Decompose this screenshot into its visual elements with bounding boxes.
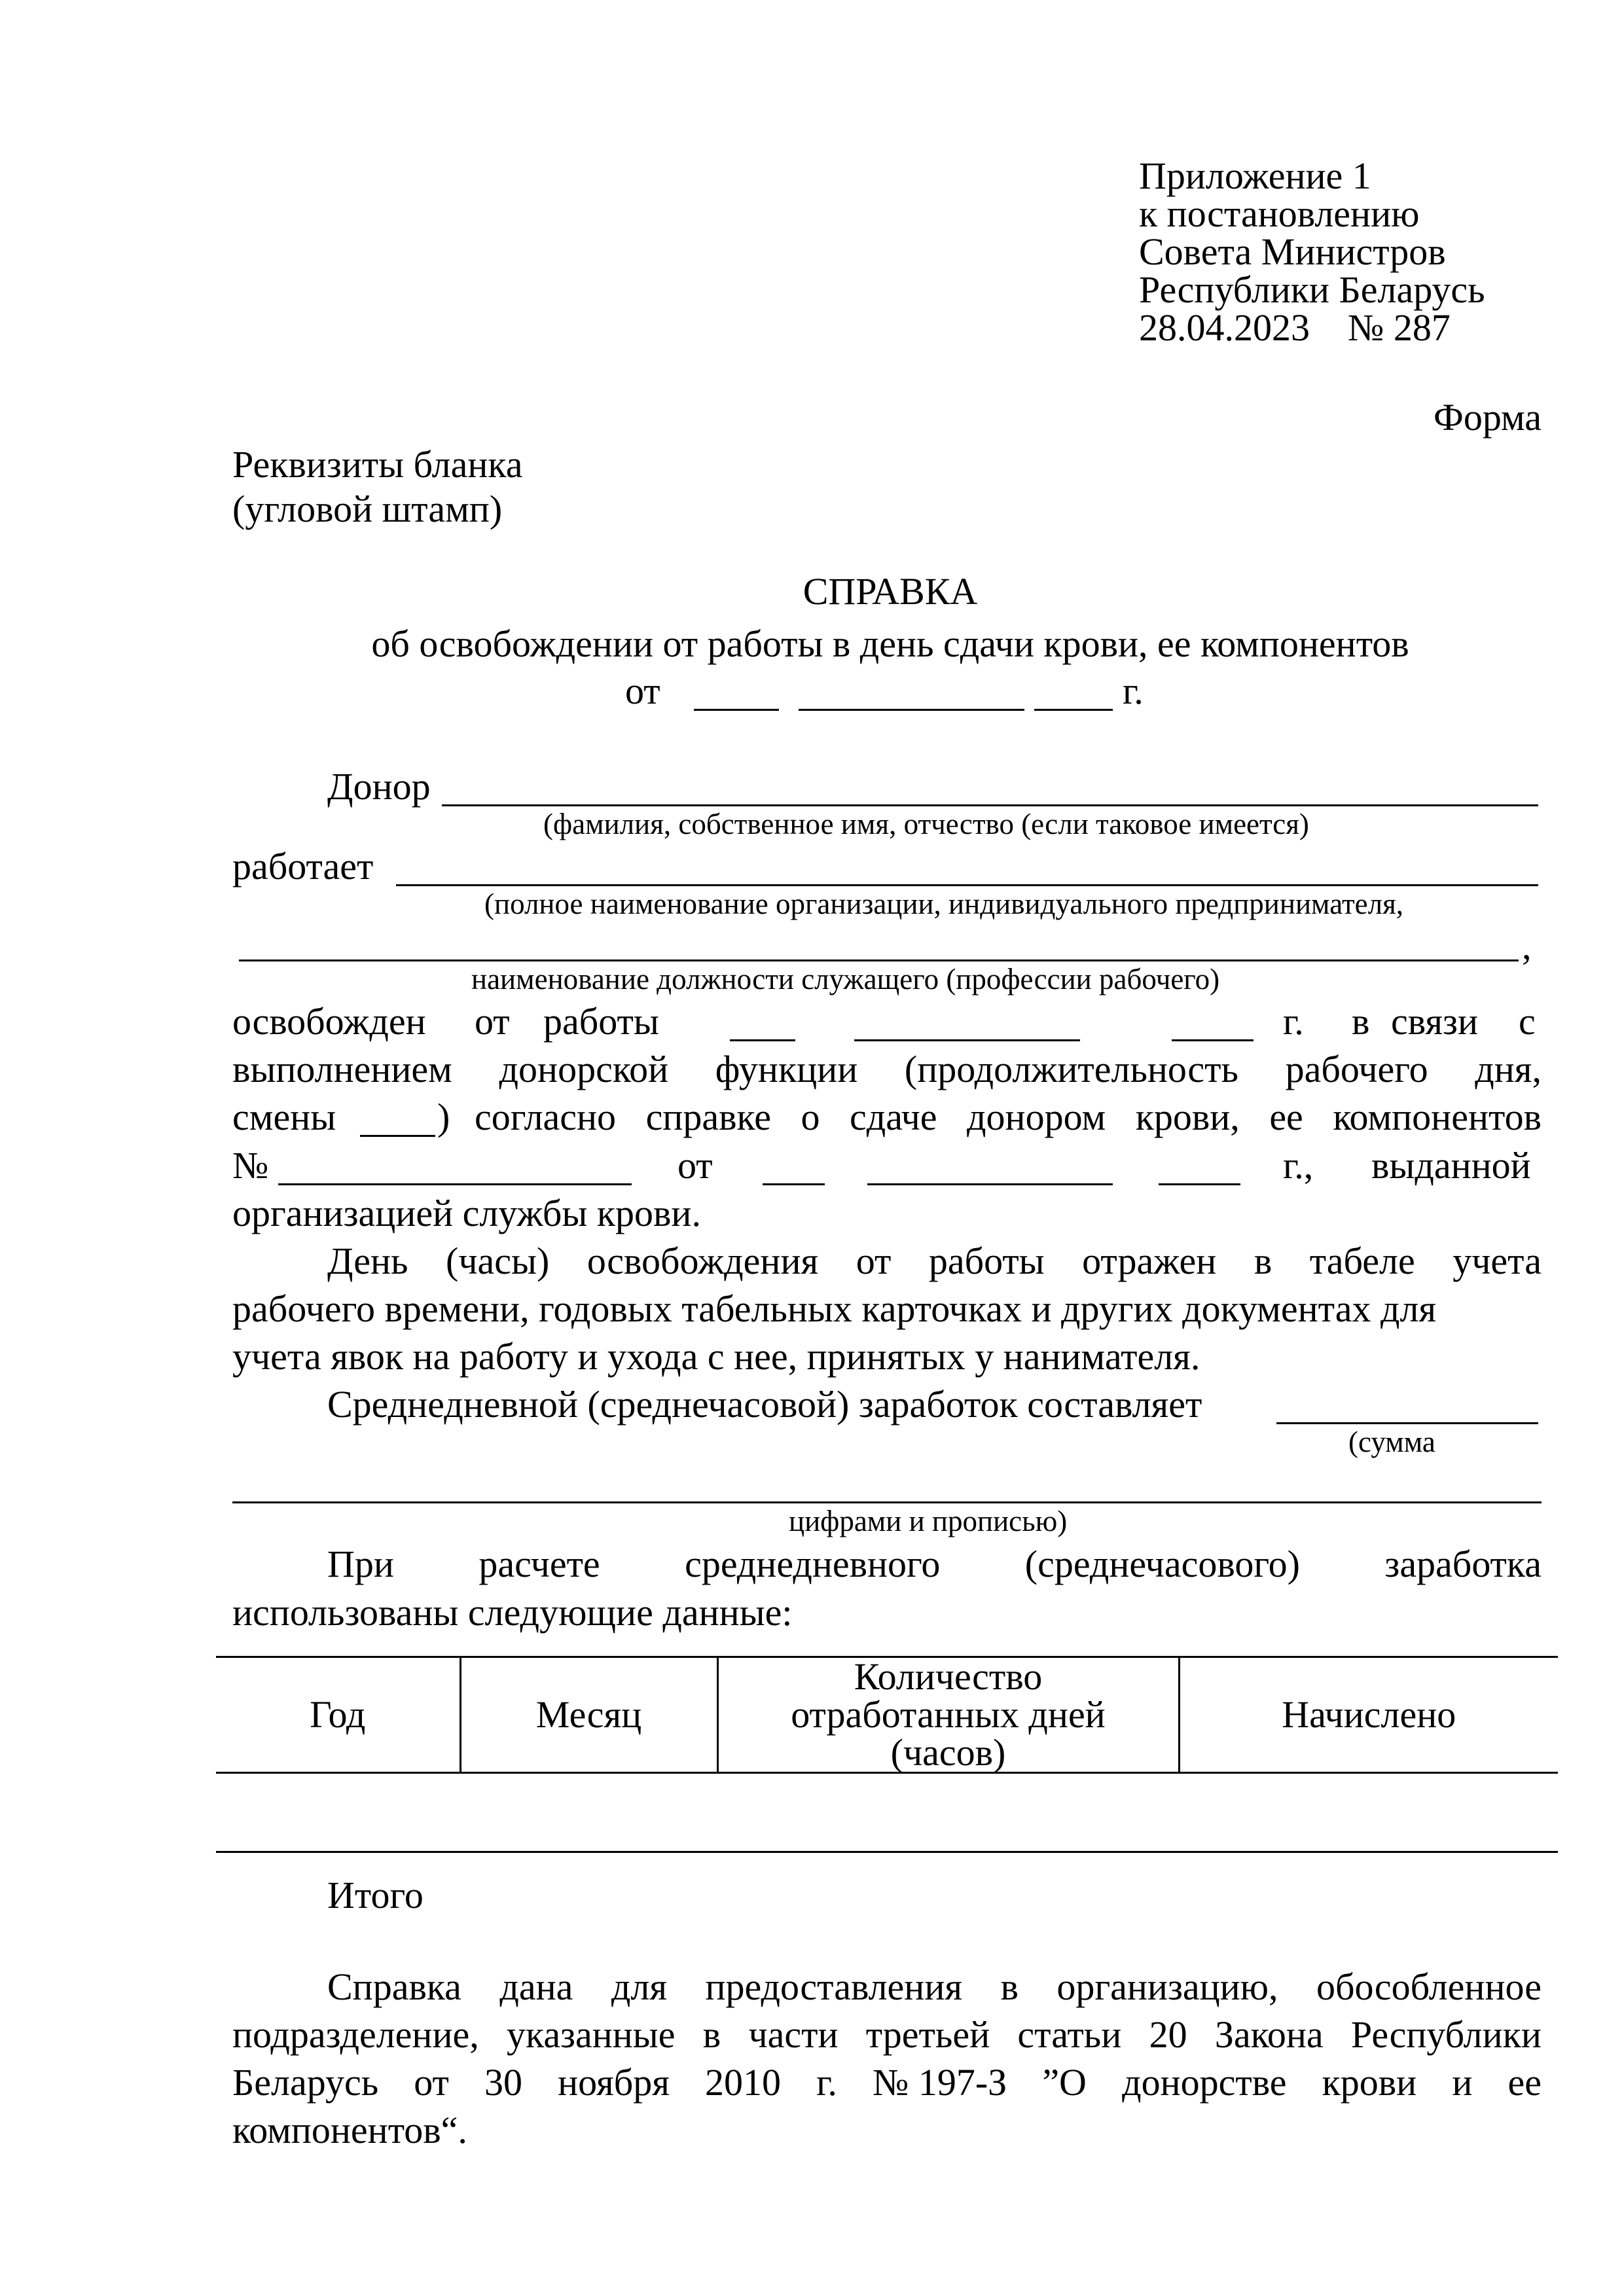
- released-word: г.: [1283, 1000, 1304, 1043]
- word: крови: [1322, 2061, 1417, 2104]
- released-word: в: [1352, 1000, 1370, 1043]
- word: (среднечасового): [1024, 1543, 1300, 1585]
- works-hint-organization: (полное наименование организации, индивидуального предпринимателя,: [484, 888, 1404, 920]
- released-line-5: организацией службы крови.: [232, 1192, 701, 1234]
- certificate-number-blank[interactable]: [278, 1183, 632, 1185]
- reflected-line-3: учета явок на работу и ухода с нее, принятых у нанимателя.: [232, 1335, 1200, 1378]
- date-prefix: от: [625, 670, 660, 712]
- word: 30: [484, 2061, 522, 2104]
- header-line: отработанных дней: [791, 1693, 1106, 1736]
- word: ”О: [1042, 2061, 1087, 2104]
- works-position-blank[interactable]: [239, 960, 1519, 961]
- table-cell[interactable]: [216, 1773, 460, 1852]
- released-word: выданной: [1371, 1144, 1531, 1187]
- certificate-month-blank[interactable]: [867, 1183, 1113, 1185]
- word: День: [327, 1240, 408, 1282]
- stamp-line: Реквизиты бланка: [232, 443, 523, 486]
- comma: ,: [1522, 925, 1532, 967]
- table-cell[interactable]: [460, 1773, 717, 1852]
- word: расчете: [478, 1543, 600, 1585]
- word: согласно: [475, 1096, 617, 1138]
- released-word: освобожден: [232, 1000, 426, 1043]
- word: подразделение,: [232, 2013, 479, 2056]
- released-word: работы: [543, 1000, 659, 1043]
- word: освобождения: [586, 1240, 819, 1282]
- word: статьи: [1017, 2013, 1122, 2056]
- word: указанные: [507, 2013, 676, 2056]
- released-word: связи: [1391, 1000, 1478, 1043]
- word: донорстве: [1122, 2061, 1287, 2104]
- word: от: [856, 1240, 892, 1282]
- word: функции: [715, 1048, 858, 1090]
- date-day-blank[interactable]: [694, 709, 779, 711]
- word: ее: [1507, 2061, 1542, 2104]
- word: дня,: [1475, 1048, 1542, 1090]
- word: донором: [967, 1096, 1106, 1138]
- released-month-blank[interactable]: [854, 1039, 1080, 1041]
- closing-line-3: [232, 2060, 1542, 2104]
- word: 20: [1149, 2013, 1187, 2056]
- word: компонентов: [1333, 1096, 1542, 1138]
- word: и: [1452, 2061, 1473, 2104]
- word: (часы): [446, 1240, 550, 1282]
- certificate-year-blank[interactable]: [1159, 1183, 1240, 1185]
- earnings-hint-2: цифрами и прописью): [789, 1505, 1068, 1537]
- word: ноября: [558, 2061, 670, 2104]
- word: о: [801, 1096, 820, 1138]
- word: Беларусь: [232, 2061, 379, 2104]
- word: 2010: [705, 2061, 782, 2104]
- column-header-month: Месяц: [460, 1657, 717, 1773]
- stamp-block: [232, 442, 522, 531]
- total-label: Итого: [327, 1874, 424, 1916]
- word: № 197-З: [872, 2061, 1007, 2104]
- word: предоставления: [705, 1965, 963, 2008]
- table-cell[interactable]: [717, 1773, 1179, 1852]
- donor-label: Донор: [327, 765, 431, 808]
- word: При: [327, 1543, 394, 1585]
- appendix-line: 28.04.2023 № 287: [1139, 306, 1451, 349]
- works-label: работает: [232, 845, 374, 888]
- word: справке: [645, 1096, 771, 1138]
- donor-hint: (фамилия, собственное имя, отчество (если таковое имеется): [543, 808, 1309, 840]
- word: учета: [1453, 1240, 1542, 1282]
- shift-blank[interactable]: [360, 1135, 435, 1137]
- closing-line-2: [232, 2013, 1542, 2056]
- word: в: [702, 2013, 721, 2056]
- reflected-line-2: рабочего времени, годовых табельных карточках и других документах для: [232, 1287, 1437, 1330]
- word: части: [748, 2013, 839, 2056]
- word: обособленное: [1316, 1965, 1542, 2008]
- table-header-row: [216, 1657, 1558, 1773]
- word: Закона: [1214, 2013, 1324, 2056]
- column-header-accrued: Начислено: [1179, 1657, 1558, 1773]
- header-line: (часов): [890, 1731, 1006, 1774]
- earnings-amount-blank[interactable]: [1276, 1422, 1538, 1424]
- stamp-line: (угловой штамп): [232, 488, 503, 530]
- column-header-days: [717, 1657, 1179, 1773]
- word: среднедневного: [685, 1543, 941, 1585]
- word: третьей: [865, 2013, 990, 2056]
- number-sign: №: [232, 1144, 269, 1187]
- word: Республики: [1350, 2013, 1542, 2056]
- released-day-blank[interactable]: [730, 1039, 795, 1041]
- word: в: [1000, 1965, 1019, 2008]
- calc-line-1: [327, 1542, 1542, 1586]
- appendix-block: [1139, 154, 1485, 349]
- word: от: [414, 2061, 449, 2104]
- date-year-blank[interactable]: [1034, 709, 1113, 711]
- works-organization-blank[interactable]: [396, 884, 1538, 886]
- earnings-label: Среднедневной (среднечасовой) заработок составляет: [327, 1383, 1202, 1426]
- form-label: Форма: [1434, 396, 1542, 439]
- released-paren: ): [437, 1096, 450, 1138]
- table-row: [216, 1773, 1558, 1852]
- certificate-day-blank[interactable]: [763, 1183, 825, 1185]
- date-month-blank[interactable]: [799, 709, 1024, 711]
- calc-line-2: использованы следующие данные:: [232, 1591, 793, 1634]
- word: сдаче: [849, 1096, 937, 1138]
- word: г.: [816, 2061, 837, 2104]
- document-subtitle: об освобождении от работы в день сдачи крови, ее компонентов: [371, 622, 1409, 665]
- word: донорской: [499, 1048, 669, 1090]
- released-word: г.,: [1283, 1144, 1314, 1187]
- earnings-hint-1: (сумма: [1348, 1426, 1435, 1458]
- document-title: СПРАВКА: [803, 570, 978, 613]
- date-suffix: г.: [1123, 670, 1144, 712]
- word: работы: [928, 1240, 1045, 1282]
- released-line-2: [232, 1047, 1542, 1091]
- word: ее: [1269, 1096, 1303, 1138]
- closing-line-4: компонентов“.: [232, 2109, 467, 2151]
- appendix-line: к постановлению: [1139, 192, 1420, 235]
- appendix-line: Совета Министров: [1139, 230, 1446, 273]
- reflected-line-1: [327, 1239, 1542, 1283]
- earnings-words-blank[interactable]: [232, 1501, 1542, 1503]
- donor-name-blank[interactable]: [442, 804, 1538, 806]
- released-word: от: [475, 1000, 510, 1043]
- word: в: [1254, 1240, 1272, 1282]
- released-word: смены: [232, 1096, 336, 1138]
- released-word: от: [677, 1144, 713, 1187]
- word: Справка: [327, 1965, 461, 2008]
- word: выполнением: [232, 1048, 452, 1090]
- word: отражен: [1082, 1240, 1217, 1282]
- word: организацию,: [1056, 1965, 1278, 2008]
- word: (продолжительность: [904, 1048, 1238, 1090]
- word: дана: [499, 1965, 573, 2008]
- word: табеле: [1309, 1240, 1415, 1282]
- word: рабочего: [1285, 1048, 1428, 1090]
- word: заработка: [1384, 1543, 1542, 1585]
- column-header-year: Год: [310, 1693, 366, 1736]
- header-line: Количество: [854, 1655, 1043, 1698]
- appendix-line: Республики Беларусь: [1139, 268, 1485, 311]
- appendix-line: Приложение 1: [1139, 154, 1371, 197]
- released-line-3: [475, 1095, 1542, 1139]
- released-year-blank[interactable]: [1172, 1039, 1254, 1041]
- works-hint-position: наименование должности служащего (профессии рабочего): [471, 963, 1220, 996]
- word: для: [611, 1965, 667, 2008]
- closing-line-1: [327, 1965, 1542, 2009]
- word: крови,: [1135, 1096, 1240, 1138]
- earnings-table: [216, 1656, 1558, 1853]
- table-cell[interactable]: [1179, 1773, 1558, 1852]
- released-word: с: [1519, 1000, 1536, 1043]
